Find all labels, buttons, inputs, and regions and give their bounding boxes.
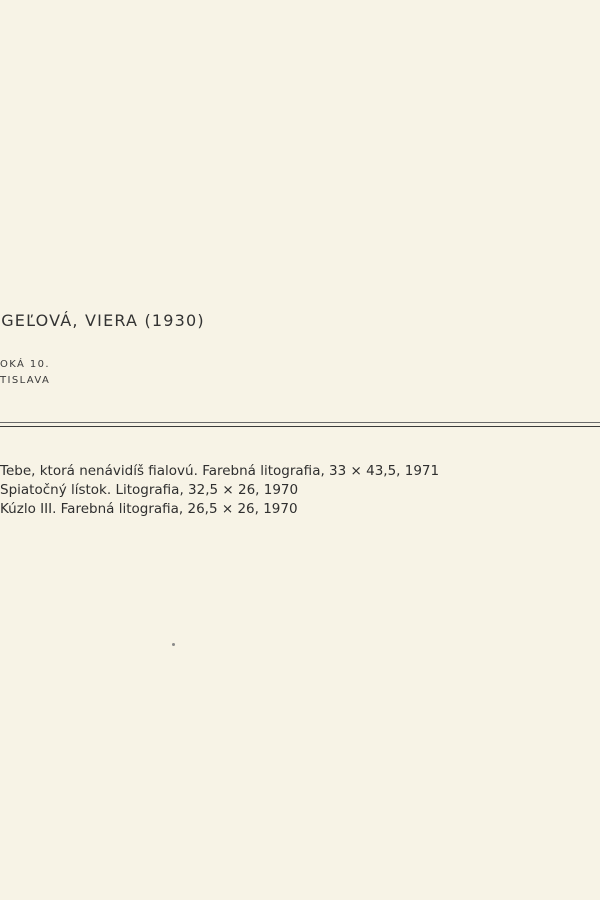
- divider-thin: [0, 422, 600, 423]
- address-line-2: TISLAVA: [0, 375, 51, 386]
- divider-thick: [0, 426, 600, 427]
- works-list: [0, 462, 439, 519]
- work-item: Tebe, ktorá nenávidíš fialovú. Farebná litografia, 33 × 43,5, 1971: [0, 463, 440, 479]
- artist-heading: ̧GEĽOVÁ, VIERA (1930): [0, 311, 205, 330]
- work-item: Kúzlo III. Farebná litografia, 26,5 × 26, 1970: [0, 501, 298, 517]
- address-line-1: OKÁ 10.: [0, 359, 50, 370]
- artist-address: [0, 357, 50, 389]
- paper-speck: [172, 643, 175, 646]
- work-item: Spiatočný lístok. Litografia, 32,5 × 26, 1970: [0, 482, 299, 498]
